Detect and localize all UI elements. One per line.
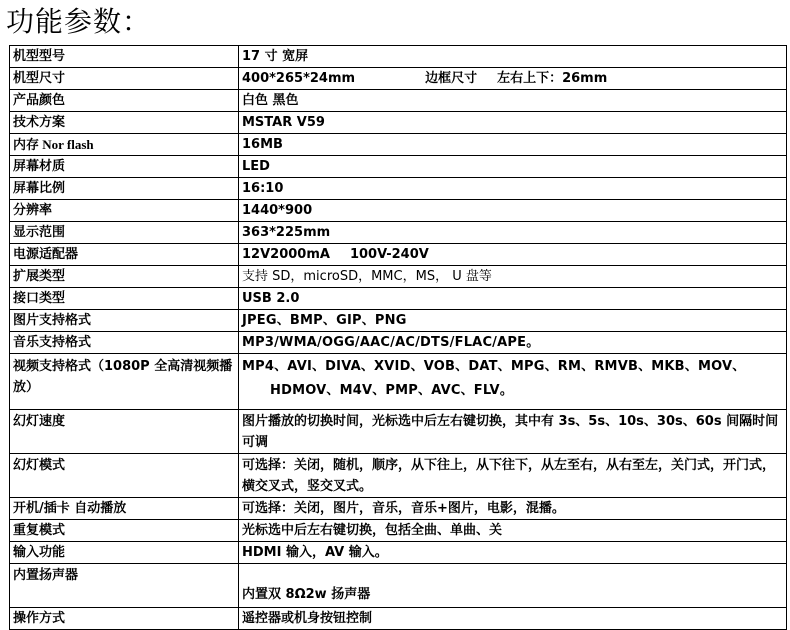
row-label: 操作方式 <box>10 608 239 630</box>
row-label: 技术方案 <box>10 112 239 134</box>
row-value: 遥控器或机身按钮控制 <box>239 608 787 630</box>
table-row <box>10 608 787 630</box>
row-label: 内置扬声器 <box>10 564 239 608</box>
row-label: 电源适配器 <box>10 244 239 266</box>
row-value: LED <box>239 156 787 178</box>
table-row <box>10 288 787 310</box>
row-label: 接口类型 <box>10 288 239 310</box>
table-row <box>10 354 787 410</box>
row-value: 17 寸 宽屏 <box>239 46 787 68</box>
table-row <box>10 200 787 222</box>
row-value: 支持 SD，microSD，MMC，MS， U 盘等 <box>239 266 787 288</box>
table-row <box>10 156 787 178</box>
row-value: MSTAR V59 <box>239 112 787 134</box>
table-row <box>10 310 787 332</box>
row-label: 幻灯速度 <box>10 410 239 454</box>
row-value: 16MB <box>239 134 787 156</box>
table-row <box>10 454 787 498</box>
table-row <box>10 332 787 354</box>
video-formats-line1: MP4、AVI、DIVA、XVID、VOB、DAT、MPG、RM、RMVB、MKB、MOV、 <box>242 359 746 374</box>
row-value: USB 2.0 <box>239 288 787 310</box>
table-row <box>10 68 787 90</box>
video-formats-line2 <box>242 379 783 403</box>
row-label: 重复模式 <box>10 520 239 542</box>
row-label: 屏幕材质 <box>10 156 239 178</box>
row-value: 光标选中后左右键切换，包括全曲、单曲、关 <box>239 520 787 542</box>
row-value: 图片播放的切换时间，光标选中后左右键切换，其中有 3s、5s、10s、30s、60s 间隔时间可调 <box>239 410 787 454</box>
table-row <box>10 244 787 266</box>
row-label: 输入功能 <box>10 542 239 564</box>
row-label: 视频支持格式（1080P 全高清视频播放） <box>10 354 239 410</box>
size-value: 400*265*24mm <box>242 71 356 86</box>
spec-table <box>9 45 787 630</box>
row-value: 可选择：关闭，图片，音乐，音乐+图片，电影，混播。 <box>239 498 787 520</box>
row-label: 图片支持格式 <box>10 310 239 332</box>
row-value <box>239 244 787 266</box>
table-row <box>10 178 787 200</box>
row-label: 幻灯模式 <box>10 454 239 498</box>
table-row <box>10 410 787 454</box>
row-label: 内存 Nor flash <box>10 134 239 156</box>
bezel-label: 边框尺寸 <box>425 71 478 86</box>
table-row <box>10 134 787 156</box>
row-value: MP3/WMA/OGG/AAC/AC/DTS/FLAC/APE。 <box>239 332 787 354</box>
adapter-voltage: 100V-240V <box>349 247 429 262</box>
row-label: 分辨率 <box>10 200 239 222</box>
row-label: 扩展类型 <box>10 266 239 288</box>
row-value: 363*225mm <box>239 222 787 244</box>
row-label: 开机/插卡 自动播放 <box>10 498 239 520</box>
bezel-value: 左右上下：26mm <box>497 71 608 86</box>
row-label: 产品颜色 <box>10 90 239 112</box>
row-label: 屏幕比例 <box>10 178 239 200</box>
row-value: HDMI 输入，AV 输入。 <box>239 542 787 564</box>
page-title: 功能参数： <box>6 5 152 38</box>
table-row <box>10 46 787 68</box>
table-row <box>10 564 787 608</box>
table-row <box>10 112 787 134</box>
row-label: 机型型号 <box>10 46 239 68</box>
row-value: JPEG、BMP、GIP、PNG <box>239 310 787 332</box>
row-value <box>239 354 787 410</box>
video-formats-line2-text: HDMOV、M4V、PMP、AVC、FLV。 <box>270 383 514 398</box>
row-value <box>239 68 787 90</box>
row-value: 内置双 8Ω2w 扬声器 <box>239 564 787 608</box>
row-label: 显示范围 <box>10 222 239 244</box>
table-row <box>10 266 787 288</box>
table-row <box>10 90 787 112</box>
adapter-current: 12V2000mA <box>242 247 330 262</box>
table-row <box>10 520 787 542</box>
row-value: 白色 黑色 <box>239 90 787 112</box>
row-value: 可选择：关闭，随机，顺序，从下往上，从下往下，从左至右，从右至左，关门式，开门式，横交叉式，竖交叉式。 <box>239 454 787 498</box>
row-label: 音乐支持格式 <box>10 332 239 354</box>
row-value: 16:10 <box>239 178 787 200</box>
table-row <box>10 498 787 520</box>
row-label: 机型尺寸 <box>10 68 239 90</box>
table-row <box>10 222 787 244</box>
table-row <box>10 542 787 564</box>
row-value: 1440*900 <box>239 200 787 222</box>
